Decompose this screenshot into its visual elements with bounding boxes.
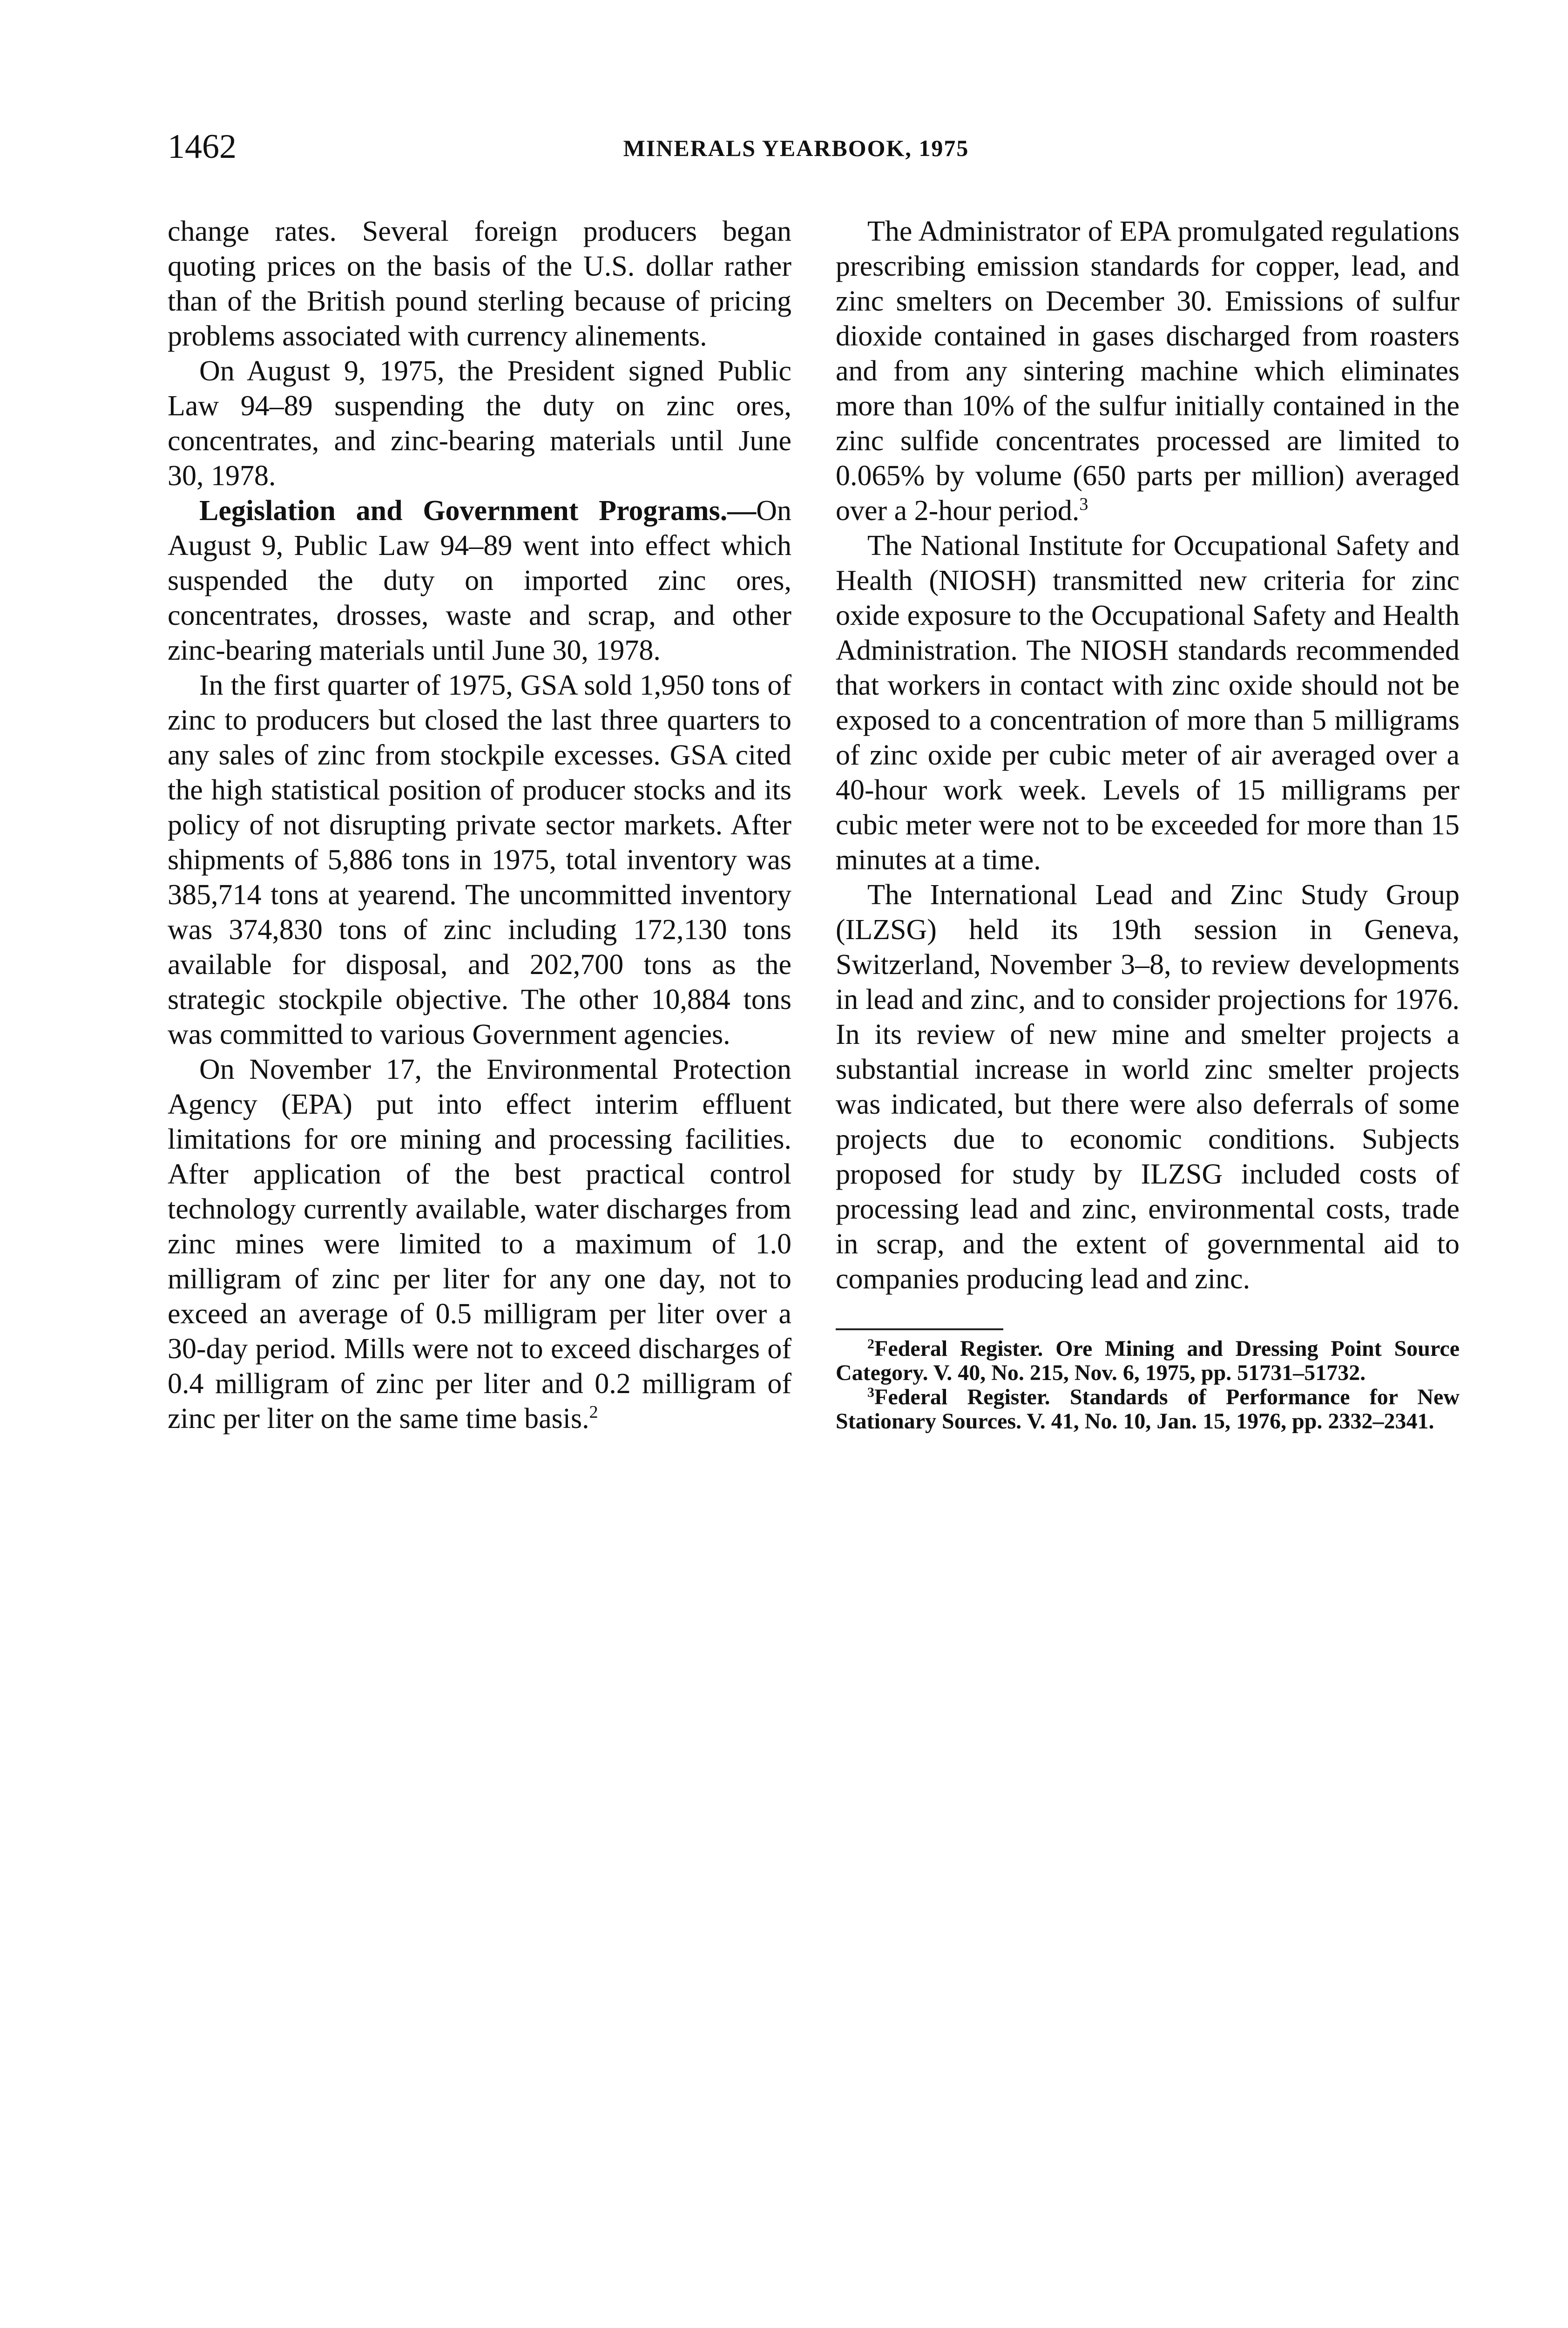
footnote-2-text: Federal Register. Ore Mining and Dressing Point Source Category. V. 40, No. 215, Nov. 6, 1975, pp. 51731–51732. — [836, 1336, 1460, 1385]
paragraph-epa-effluent-body: On November 17, the Environmental Protection Agency (EPA) put into effect interim effluent limitations for ore mining and processing facilities. After application of the best practical control technology currently available, water discharges from zinc mines were limited to a maximum of 1.0 milligram of zinc per liter for any one day, not to exceed an average of 0.5 milligram per liter over a 30-day period. Mills were not to exceed discharges of 0.4 milligram of zinc per liter and 0.2 milligram of zinc per liter on the same time basis. — [168, 1054, 791, 1435]
footnote-2 — [836, 1337, 1460, 1385]
paragraph-ilzsg: The International Lead and Zinc Study Group (ILZSG) held its 19th session in Geneva, Switzerland, November 3–8, to review developments in lead and zinc, and to consider projections for 1976. In its review of new mine and smelter projects a substantial increase in world zinc smelter projects was indicated, but there were also deferrals of some projects due to economic conditions. Subjects proposed for study by ILZSG included costs of processing lead and zinc, environmental costs, trade in scrap, and the extent of governmental aid to companies producing lead and zinc. — [836, 879, 1460, 1295]
paragraph-gsa-stockpile: In the first quarter of 1975, GSA sold 1,950 tons of zinc to producers but closed the last three quarters to any sales of zinc from stockpile excesses. GSA cited the high statistical position of producer stocks and its policy of not disrupting private sector markets. After shipments of 5,886 tons in 1975, total inventory was 385,714 tons at yearend. The uncommitted inventory was 374,830 tons of zinc including 172,130 tons available for disposal, and 202,700 tons as the strategic stockpile objective. The other 10,884 tons was committed to various Government agencies. — [168, 670, 791, 1050]
section-heading-legislation: Legislation and Government Programs.— — [199, 495, 757, 527]
paragraph-niosh: The National Institute for Occupational Safety and Health (NIOSH) transmitted new criteria for zinc oxide exposure to the Occupational Safety and Health Administration. The NIOSH standards recommended that workers in contact with zinc oxide should not be exposed to a concentration of more than 5 milligrams of zinc oxide per cubic meter of air averaged over a 40-hour work week. Levels of 15 milligrams per cubic meter were not to be exceeded for more than 15 minutes at a time. — [836, 530, 1460, 876]
page-number: 1462 — [168, 128, 237, 166]
paragraph-public-law: On August 9, 1975, the President signed Public Law 94–89 suspending the duty on zinc ores, concentrates, and zinc-bearing materials until June 30, 1978. — [168, 355, 791, 492]
right-column — [836, 214, 1460, 1434]
left-column — [168, 214, 791, 1436]
running-title: MINERALS YEARBOOK, 1975 — [623, 135, 969, 161]
footnote-ref-3: 3 — [1079, 494, 1088, 514]
footnote-divider — [836, 1328, 1003, 1330]
footnote-3 — [836, 1385, 1460, 1434]
paragraph-legislation-body: On August 9, Public Law 94–89 went into effect which suspended the duty on imported zinc ores, concentrates, drosses, waste and scrap, and other zinc-bearing materials until June 30, 1978. — [168, 495, 791, 666]
running-head — [168, 126, 1425, 168]
paragraph-epa-effluent — [168, 1052, 791, 1436]
footnote-2-mark: 2 — [867, 1336, 874, 1352]
paragraph-epa-emission — [836, 214, 1460, 528]
footnote-ref-2: 2 — [589, 1402, 598, 1422]
paragraph-exchange-rates: change rates. Several foreign producers began quoting prices on the basis of the U.S. dollar rather than of the British pound sterling because of pricing problems associated with currency alinements. — [168, 216, 791, 352]
paragraph-epa-emission-body: The Administrator of EPA promulgated regulations prescribing emission standards for copper, lead, and zinc smelters on December 30. Emissions of sulfur dioxide contained in gases discharged from roasters and from any sintering machine which eliminates more than 10% of the sulfur initially contained in the zinc sulfide concentrates processed are limited to 0.065% by volume (650 parts per million) averaged over a 2-hour period. — [836, 216, 1460, 527]
footnote-3-text: Federal Register. Standards of Performance for New Stationary Sources. V. 41, No. 10, Jan. 15, 1976, pp. 2332–2341. — [836, 1385, 1460, 1434]
paragraph-legislation — [168, 494, 791, 668]
footnote-3-mark: 3 — [867, 1385, 874, 1400]
